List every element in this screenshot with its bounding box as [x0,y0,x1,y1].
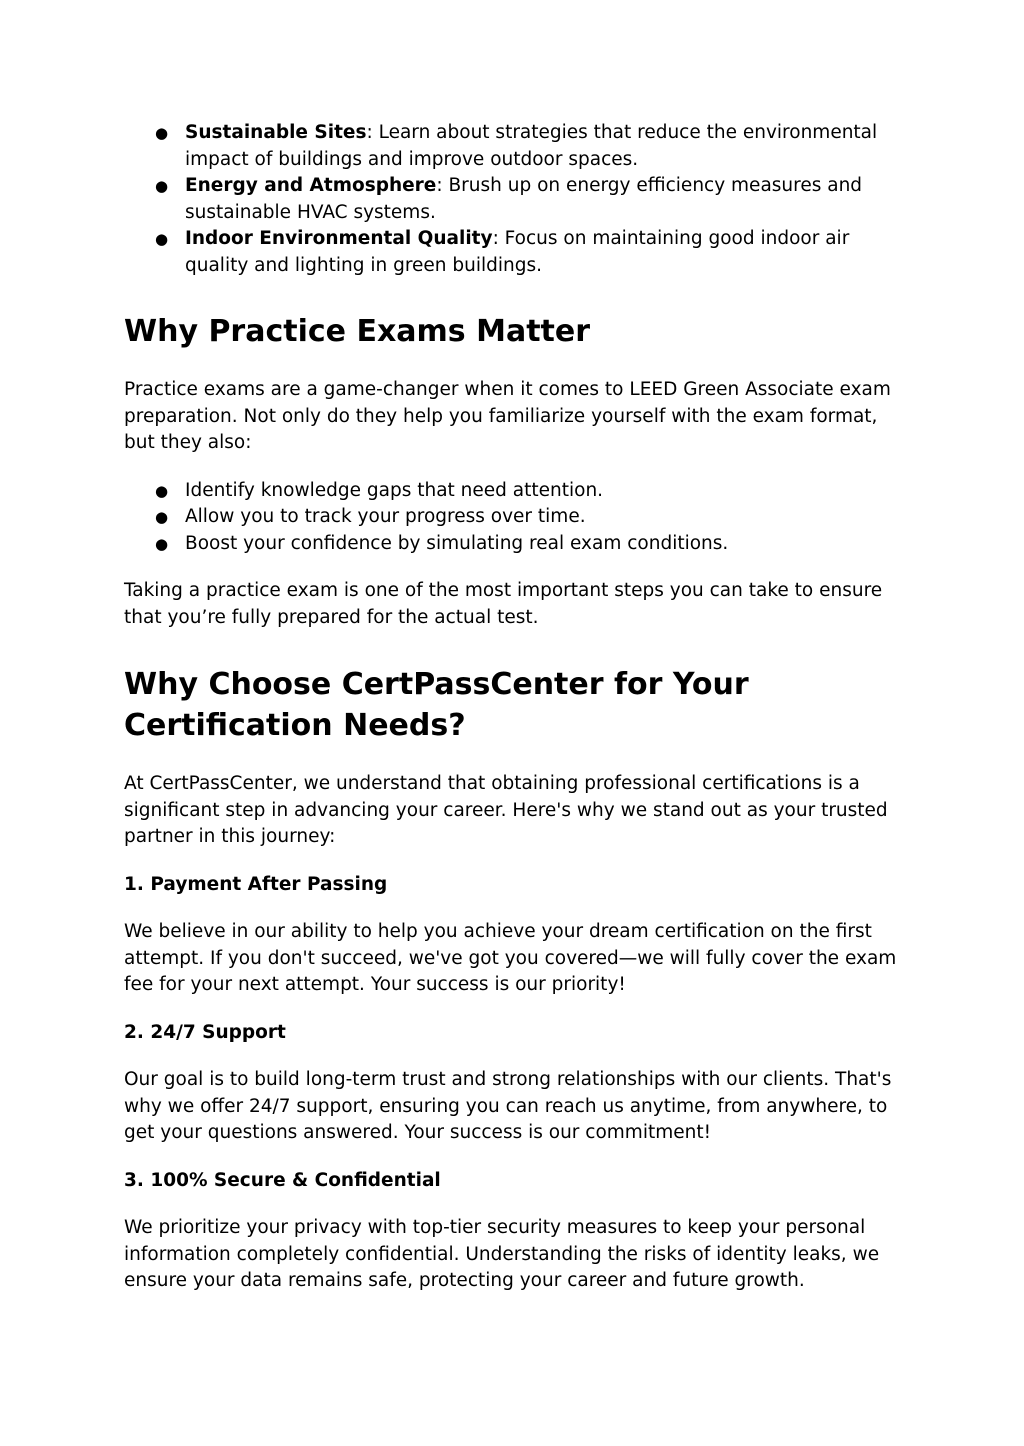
support-paragraph: Our goal is to build long-term trust and strong relationships with our clients. That's why we offer 24/7 support, ensuring you can reach us anytime, from anywhere, to get your questions answered. Your success is our commitment! [124,1069,892,1143]
subheading-secure: 3. 100% Secure & Confidential [124,1169,441,1191]
payment-paragraph: We believe in our ability to help you achieve your dream certification on the first attempt. If you don't succeed, we've got you covered—we will fully cover the exam fee for your next attempt. Your success is our priority! [124,921,897,995]
list-item [124,478,904,505]
document-page [124,120,904,1295]
list-item-text: Boost your confidence by simulating real exam conditions. [185,532,729,554]
list-item [124,531,904,558]
section-heading-choose [124,664,904,746]
bullet-icon: ● [155,124,169,142]
list-item [124,120,904,173]
section-heading-line: Why Choose CertPassCenter for Your [124,667,749,702]
bullet-icon: ● [155,534,169,553]
choose-intro-paragraph: At CertPassCenter, we understand that obtaining professional certifications is a significant step in advancing your career. Here's why we stand out as your trusted partner in this journey: [124,773,888,847]
subheading-payment: 1. Payment After Passing [124,873,388,895]
practice-benefits-list [124,478,904,558]
list-item [124,173,904,226]
bullet-icon: ● [155,481,169,500]
list-item-desc: : Learn about strategies that reduce the environmental impact of buildings and improve outdoor spaces. [185,122,878,170]
practice-intro-paragraph: Practice exams are a game-changer when it comes to LEED Green Associate exam preparation. Not only do they help you familiarize yourself with the exam format, but they also: [124,379,891,453]
list-item-term: Energy and Atmosphere [185,175,437,196]
list-item-desc: : Focus on maintaining good indoor air quality and lighting in green buildings. [185,228,850,276]
topic-list [124,120,904,279]
list-item-text: Allow you to track your progress over time. [185,506,586,527]
list-item-desc: : Brush up on energy efficiency measures and sustainable HVAC systems. [185,175,863,223]
list-item [124,226,904,279]
bullet-icon: ● [155,177,169,195]
bullet-icon: ● [155,508,169,526]
practice-closing-paragraph: Taking a practice exam is one of the most important steps you can take to ensure that you’re fully prepared for the actual test. [124,580,883,628]
subheading-support: 2. 24/7 Support [124,1021,286,1043]
section-heading-line: Certification Needs? [124,708,466,743]
section-heading-practice: Why Practice Exams Matter [124,314,591,349]
list-item [124,504,904,531]
bullet-icon: ● [155,230,169,248]
secure-paragraph: We prioritize your privacy with top-tier security measures to keep your personal information completely confidential. Understanding the risks of identity leaks, we ensure your data remains safe, protecting your career and future growth. [124,1217,880,1291]
list-item-term: Indoor Environmental Quality [185,228,493,249]
list-item-text: Identify knowledge gaps that need attention. [185,479,604,501]
list-item-term: Sustainable Sites [185,122,367,143]
